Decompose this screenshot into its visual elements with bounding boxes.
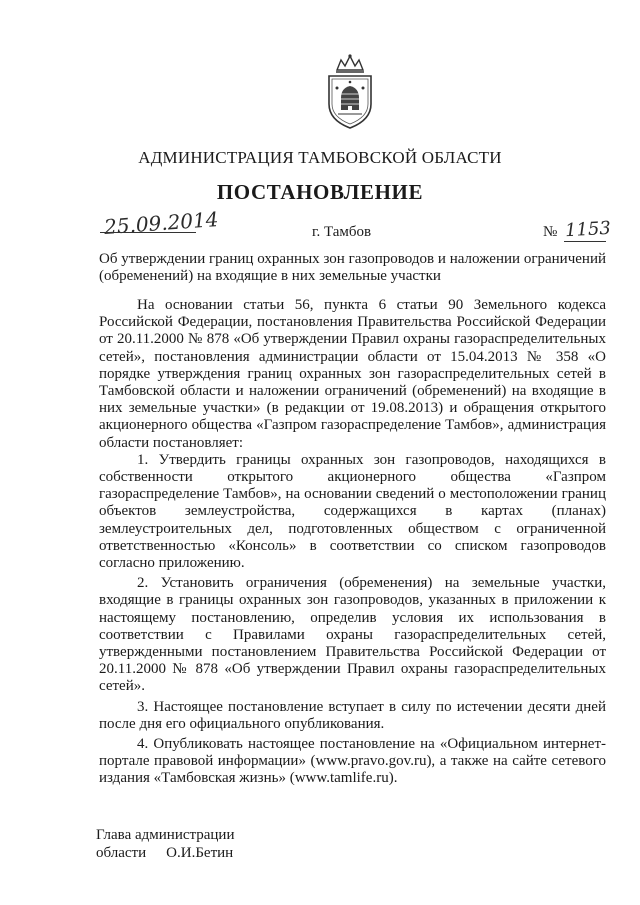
date-underline xyxy=(100,232,196,233)
item-1-paragraph: 1. Утвердить границы охранных зон газопроводов, находящихся в собственности открытого акционерного общества «Газпром газораспределение Тамбов», на основании сведений о местоположении границ объектов землеустройства, содержащихся в картах (планах) землеустроительных дел, подготовленных обществом с ограниченной ответственностью «Консоль» в соответствии со списком газопроводов согласно приложению. xyxy=(99,451,606,572)
document-number: 1153 xyxy=(564,217,612,242)
signature-block xyxy=(96,826,234,862)
coat-of-arms-icon xyxy=(323,52,377,130)
organization-title: АДМИНИСТРАЦИЯ ТАМБОВСКОЙ ОБЛАСТИ xyxy=(138,148,502,167)
item-2-paragraph: 2. Установить ограничения (обременения) на земельные участки, входящие в границы охранных зон газопроводов, указанных в приложении к настоящему постановлению, определив условия их использования в соответствии с Правилами охраны газораспределительных сетей, утвержденными постановлением Правительства Российской Федерации от 20.11.2000 № 878 «Об утверждении Правил охраны газораспределительных сетей». xyxy=(99,575,606,695)
signer-position-line2: области xyxy=(96,845,147,861)
document-city: г. Тамбов xyxy=(312,224,372,240)
number-prefix: № xyxy=(543,224,558,240)
document-subject: Об утверждении границ охранных зон газопроводов и наложении ограничений (обременений) на входящие в них земельные участки xyxy=(99,251,606,284)
document-type-title: ПОСТАНОВЛЕНИЕ xyxy=(216,180,424,204)
signer-row xyxy=(96,844,234,862)
preamble-paragraph: На основании статьи 56, пункта 6 статьи 90 Земельного кодекса Российской Федерации, постановления Правительства Российской Федерации от 20.11.2000 № 878 «Об утверждении Правил охраны газораспределительных сетей», постановления администрации области от 15.04.2013 № 358 «О порядке утверждения границ охранных зон газораспределительных сетей в Тамбовской области и наложении ограничений (обременений) на входящие в них земельные участки» (в редакции от 19.08.2013) и обращения открытого акционерного общества «Газпром газораспределение Тамбов», администрация области постановляет: xyxy=(99,297,606,451)
document-date: 25.09.2014 xyxy=(103,207,220,239)
item-4-paragraph: 4. Опубликовать настоящее постановление на «Официальном интернет-портале правовой информации» (www.pravo.gov.ru), а также на сайте сетевого издания «Тамбовская жизнь» (www.tamlife.ru). xyxy=(99,736,606,787)
document-body xyxy=(99,297,606,788)
item-3-paragraph: 3. Настоящее постановление вступает в силу по истечении десяти дней после дня его официального опубликования. xyxy=(99,698,606,732)
signer-position-line1: Глава администрации xyxy=(96,827,235,843)
signer-name: О.И.Бетин xyxy=(166,845,234,861)
number-underline xyxy=(564,241,606,242)
